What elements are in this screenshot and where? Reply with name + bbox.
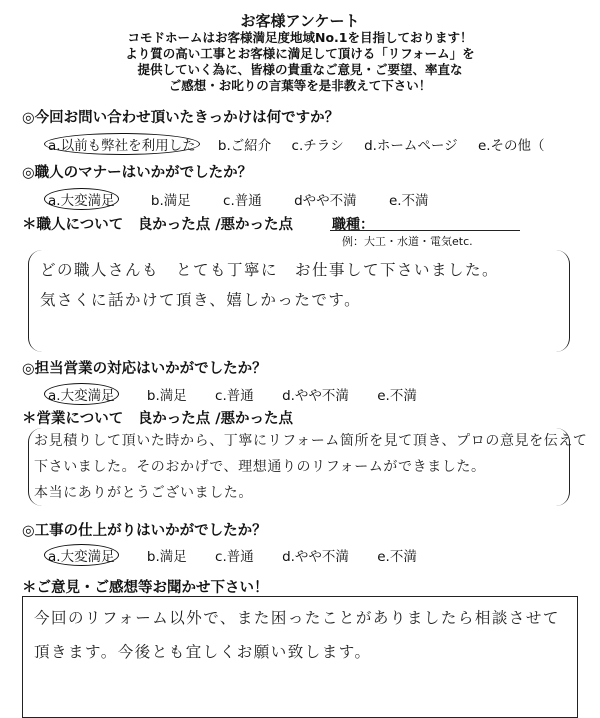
q2-option-a[interactable]: a.大変満足 [44,188,119,210]
sales-comment-line-2: 下さいました。そのおかげで、理想通りのリフォームができました。 [34,459,486,475]
q3-option-e[interactable]: e.不満 [377,388,417,404]
q2-option-e[interactable]: e.不満 [388,193,429,209]
intro-line-2: より質の高い工事とお客様に満足して頂ける「リフォーム」を [125,46,475,61]
q2-option-d[interactable]: dやや不満 [294,193,357,209]
q1-option-b[interactable]: b.ご紹介 [217,138,272,154]
feedback-comment-line-1: 今回のリフォーム以外で、また困ったことがありましたら相談させて [34,609,560,627]
feedback-comment-line-2: 頂きます。今後とも宜しくお願い致します。 [34,643,372,661]
intro-line-4: ご感想・お叱りの言葉等を是非教えて下さい！ [168,78,432,93]
craftsman-comment-line-1: どの職人さんも とても丁寧に お仕事して下さいました。 [40,261,500,279]
survey-title: お客様アンケート [240,12,360,30]
craftsman-heading: ＊職人について 良かった点 /悪かった点 [22,217,294,233]
q4-option-e[interactable]: e.不満 [377,549,417,565]
job-type-label: 職種： [332,217,374,233]
q1-option-a[interactable]: a.以前も弊社を利用した [44,133,200,155]
q1-options [48,133,545,155]
q4-options [48,544,417,566]
q2-question: ◎職人のマナーはいかがでしたか？ [22,165,253,181]
sales-comment-line-3: 本当にありがとうございました。 [34,485,253,501]
job-type-line[interactable] [330,230,520,231]
q1-option-c[interactable]: c.チラシ [291,138,344,154]
q4-question: ◎工事の仕上がりはいかがでしたか？ [22,523,267,539]
q4-option-c[interactable]: c.普通 [215,549,254,565]
q3-option-a[interactable]: a.大変満足 [44,383,119,405]
q3-option-c[interactable]: c.普通 [215,388,254,404]
q3-option-b[interactable]: b.満足 [146,388,187,404]
job-type-example: 例：大工・水道・電気etc. [342,235,473,248]
q2-option-c[interactable]: c.普通 [223,193,262,209]
q2-options [48,188,429,210]
q1-option-e[interactable]: e.その他（ [477,138,545,154]
q3-options [48,383,417,405]
q4-option-b[interactable]: b.満足 [146,549,187,565]
q1-question: ◎今回お問い合わせ頂いたきっかけは何ですか？ [22,110,340,126]
sales-heading: ＊営業について 良かった点 /悪かった点 [22,411,294,427]
intro-line-1: コモドホームはお客様満足度地域No.1を目指しております！ [127,30,473,45]
q3-question: ◎担当営業の対応はいかがでしたか？ [22,361,267,377]
intro-line-3: 提供していく為に、皆様の貴重なご意見・ご要望、率直な [137,62,463,77]
craftsman-comment-line-2: 気さくに話かけて頂き、嬉しかったです。 [40,291,362,309]
q1-option-d[interactable]: d.ホームページ [364,138,458,154]
q4-option-d[interactable]: d.やや不満 [282,549,349,565]
q2-option-b[interactable]: b.満足 [150,193,191,209]
sales-comment-line-1: お見積りして頂いた時から、丁寧にリフォーム箇所を見て頂き、プロの意見を伝えて [34,433,588,449]
q3-option-d[interactable]: d.やや不満 [282,388,349,404]
q4-option-a[interactable]: a.大変満足 [44,544,119,566]
feedback-heading: ＊ご意見・ご感想等お聞かせ下さい！ [22,580,269,596]
